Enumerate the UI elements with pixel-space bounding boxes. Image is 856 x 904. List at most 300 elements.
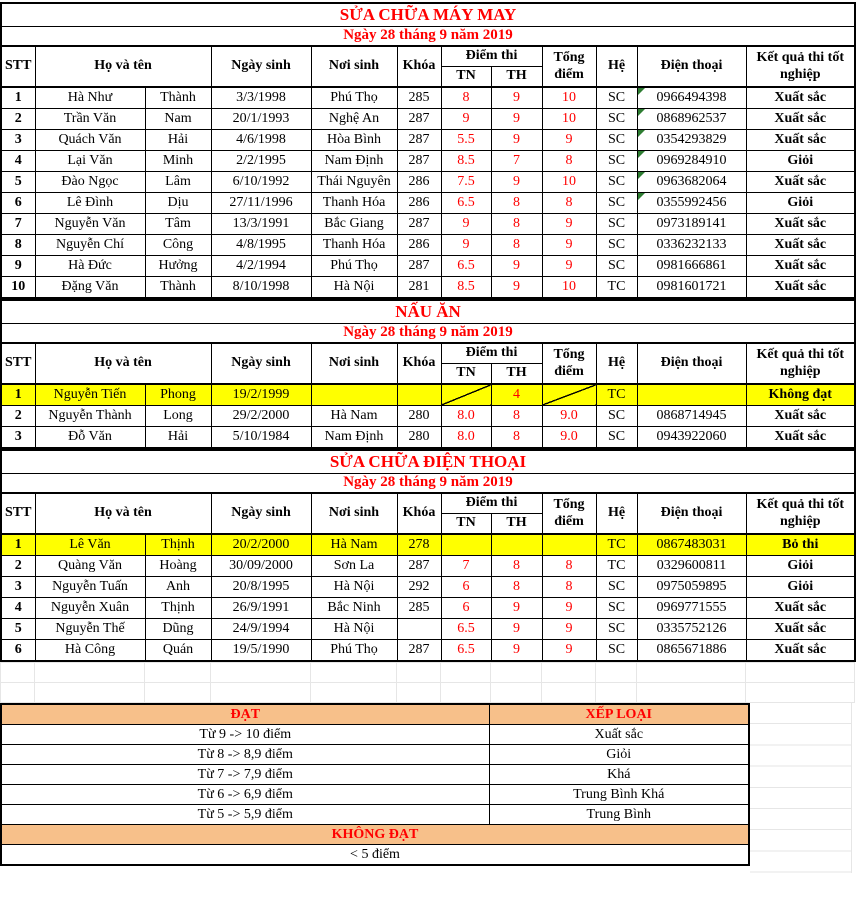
- cell-noi-sinh[interactable]: Phú Thọ: [311, 256, 397, 277]
- legend-label-cell[interactable]: Khá: [489, 765, 749, 785]
- cell-stt[interactable]: 5: [1, 619, 35, 640]
- col-header-ho-va-ten[interactable]: Họ và tên: [35, 343, 211, 384]
- cell-ho[interactable]: Hà Công: [35, 640, 145, 662]
- cell-ket-qua[interactable]: Xuất sắc: [746, 87, 855, 109]
- cell-ngay-sinh[interactable]: 24/9/1994: [211, 619, 311, 640]
- col-header-stt[interactable]: STT: [1, 343, 35, 384]
- cell-th[interactable]: 8: [491, 235, 542, 256]
- cell-dien-thoai[interactable]: 0865671886: [637, 640, 746, 662]
- cell-ngay-sinh[interactable]: 27/11/1996: [211, 193, 311, 214]
- cell-dien-thoai[interactable]: 0943922060: [637, 427, 746, 449]
- empty-cell[interactable]: [211, 663, 311, 683]
- cell-ten[interactable]: Anh: [145, 577, 211, 598]
- col-header-tong-diem[interactable]: Tổng điểm: [542, 46, 596, 87]
- empty-cell[interactable]: [311, 663, 397, 683]
- cell-th[interactable]: 9: [491, 130, 542, 151]
- col-header-ngay-sinh[interactable]: Ngày sinh: [211, 46, 311, 87]
- cell-ket-qua[interactable]: Xuất sắc: [746, 214, 855, 235]
- empty-cell[interactable]: [491, 683, 542, 703]
- cell-dien-thoai[interactable]: 0966494398: [637, 87, 746, 109]
- cell-ngay-sinh[interactable]: 30/09/2000: [211, 556, 311, 577]
- legend-range-cell[interactable]: Từ 8 -> 8,9 điểm: [1, 745, 489, 765]
- cell-ten[interactable]: Dịu: [145, 193, 211, 214]
- cell-tn[interactable]: 6.5: [441, 640, 491, 662]
- cell-he[interactable]: SC: [596, 256, 637, 277]
- legend-label-cell[interactable]: Giỏi: [489, 745, 749, 765]
- cell-khoa[interactable]: 286: [397, 235, 441, 256]
- cell-ho[interactable]: Nguyễn Tuấn: [35, 577, 145, 598]
- cell-tn[interactable]: 6: [441, 598, 491, 619]
- cell-stt[interactable]: 2: [1, 109, 35, 130]
- cell-khoa[interactable]: [397, 384, 441, 406]
- cell-stt[interactable]: 3: [1, 427, 35, 449]
- col-header-ho-va-ten[interactable]: Họ và tên: [35, 46, 211, 87]
- cell-khoa[interactable]: 287: [397, 130, 441, 151]
- cell-tn[interactable]: 6.5: [441, 619, 491, 640]
- cell-ho[interactable]: Trần Văn: [35, 109, 145, 130]
- col-header-stt[interactable]: STT: [1, 493, 35, 534]
- cell-ten[interactable]: Hoàng: [145, 556, 211, 577]
- cell-ten[interactable]: Hưởng: [145, 256, 211, 277]
- cell-th[interactable]: 8: [491, 577, 542, 598]
- cell-ten[interactable]: Minh: [145, 151, 211, 172]
- cell-ho[interactable]: Đỗ Văn: [35, 427, 145, 449]
- col-header-ho-va-ten[interactable]: Họ và tên: [35, 493, 211, 534]
- cell-tn[interactable]: [441, 534, 491, 556]
- cell-tong-diem[interactable]: 9: [542, 214, 596, 235]
- cell-dien-thoai[interactable]: 0969771555: [637, 598, 746, 619]
- cell-stt[interactable]: 1: [1, 87, 35, 109]
- cell-stt[interactable]: 6: [1, 193, 35, 214]
- cell-dien-thoai[interactable]: 0973189141: [637, 214, 746, 235]
- empty-cell[interactable]: [637, 683, 746, 703]
- cell-he[interactable]: SC: [596, 598, 637, 619]
- col-header-tn[interactable]: TN: [441, 364, 491, 385]
- cell-stt[interactable]: 8: [1, 235, 35, 256]
- cell-ket-qua[interactable]: Xuất sắc: [746, 598, 855, 619]
- col-header-dien-thoai[interactable]: Điện thoại: [637, 343, 746, 384]
- col-header-tong-diem[interactable]: Tổng điểm: [542, 343, 596, 384]
- legend-range-cell[interactable]: Từ 6 -> 6,9 điểm: [1, 785, 489, 805]
- empty-cell[interactable]: [596, 683, 637, 703]
- cell-he[interactable]: SC: [596, 235, 637, 256]
- cell-noi-sinh[interactable]: Nghệ An: [311, 109, 397, 130]
- col-header-ngay-sinh[interactable]: Ngày sinh: [211, 343, 311, 384]
- cell-noi-sinh[interactable]: Hòa Bình: [311, 130, 397, 151]
- cell-ngay-sinh[interactable]: 19/2/1999: [211, 384, 311, 406]
- cell-tong-diem[interactable]: 9.0: [542, 427, 596, 449]
- cell-ket-qua[interactable]: Xuất sắc: [746, 256, 855, 277]
- cell-stt[interactable]: 3: [1, 577, 35, 598]
- cell-ngay-sinh[interactable]: 5/10/1984: [211, 427, 311, 449]
- cell-th[interactable]: [491, 534, 542, 556]
- cell-stt[interactable]: 3: [1, 130, 35, 151]
- cell-ten[interactable]: Lâm: [145, 172, 211, 193]
- empty-cell[interactable]: [441, 683, 491, 703]
- cell-ngay-sinh[interactable]: 13/3/1991: [211, 214, 311, 235]
- cell-tong-diem[interactable]: 9: [542, 598, 596, 619]
- cell-he[interactable]: SC: [596, 577, 637, 598]
- cell-ngay-sinh[interactable]: 26/9/1991: [211, 598, 311, 619]
- col-header-khoa[interactable]: Khóa: [397, 493, 441, 534]
- cell-dien-thoai[interactable]: 0335752126: [637, 619, 746, 640]
- col-header-noi-sinh[interactable]: Nơi sinh: [311, 493, 397, 534]
- col-header-noi-sinh[interactable]: Nơi sinh: [311, 343, 397, 384]
- cell-th[interactable]: 9: [491, 87, 542, 109]
- col-header-tn[interactable]: TN: [441, 514, 491, 535]
- cell-he[interactable]: SC: [596, 640, 637, 662]
- cell-ket-qua[interactable]: Xuất sắc: [746, 172, 855, 193]
- cell-tn[interactable]: [441, 384, 491, 406]
- cell-ten[interactable]: Công: [145, 235, 211, 256]
- cell-dien-thoai[interactable]: 0868962537: [637, 109, 746, 130]
- cell-noi-sinh[interactable]: Phú Thọ: [311, 640, 397, 662]
- empty-cell[interactable]: [145, 663, 211, 683]
- cell-he[interactable]: SC: [596, 130, 637, 151]
- legend-range-cell[interactable]: Từ 5 -> 5,9 điểm: [1, 805, 489, 825]
- cell-tn[interactable]: 7: [441, 556, 491, 577]
- cell-tn[interactable]: 8.5: [441, 151, 491, 172]
- empty-cell[interactable]: [1, 663, 35, 683]
- cell-ket-qua[interactable]: Giỏi: [746, 151, 855, 172]
- legend-xep-loai-header[interactable]: XẾP LOẠI: [489, 704, 749, 725]
- cell-dien-thoai[interactable]: [637, 384, 746, 406]
- cell-th[interactable]: 8: [491, 193, 542, 214]
- cell-th[interactable]: 4: [491, 384, 542, 406]
- cell-th[interactable]: 9: [491, 598, 542, 619]
- cell-ten[interactable]: Nam: [145, 109, 211, 130]
- cell-tong-diem[interactable]: 8: [542, 151, 596, 172]
- cell-he[interactable]: SC: [596, 151, 637, 172]
- cell-noi-sinh[interactable]: Hà Nam: [311, 406, 397, 427]
- cell-he[interactable]: SC: [596, 619, 637, 640]
- cell-khoa[interactable]: 287: [397, 214, 441, 235]
- cell-th[interactable]: 9: [491, 640, 542, 662]
- cell-khoa[interactable]: 280: [397, 427, 441, 449]
- cell-tong-diem[interactable]: 10: [542, 109, 596, 130]
- cell-he[interactable]: SC: [596, 87, 637, 109]
- cell-ten[interactable]: Dũng: [145, 619, 211, 640]
- cell-th[interactable]: 8: [491, 556, 542, 577]
- cell-dien-thoai[interactable]: 0336232133: [637, 235, 746, 256]
- cell-ho[interactable]: Hà Như: [35, 87, 145, 109]
- cell-he[interactable]: TC: [596, 384, 637, 406]
- cell-ket-qua[interactable]: Xuất sắc: [746, 235, 855, 256]
- cell-stt[interactable]: 5: [1, 172, 35, 193]
- cell-ho[interactable]: Lê Văn: [35, 534, 145, 556]
- empty-cell[interactable]: [637, 663, 746, 683]
- cell-th[interactable]: 9: [491, 277, 542, 299]
- cell-he[interactable]: SC: [596, 193, 637, 214]
- cell-tong-diem[interactable]: 9: [542, 619, 596, 640]
- cell-tong-diem[interactable]: 9: [542, 130, 596, 151]
- section-date[interactable]: Ngày 28 tháng 9 năm 2019: [1, 27, 855, 47]
- empty-cell[interactable]: [35, 663, 145, 683]
- cell-tn[interactable]: 9: [441, 235, 491, 256]
- cell-he[interactable]: TC: [596, 534, 637, 556]
- cell-khoa[interactable]: 287: [397, 256, 441, 277]
- cell-noi-sinh[interactable]: Hà Nội: [311, 619, 397, 640]
- legend-khong-dat-value[interactable]: < 5 điểm: [1, 845, 749, 866]
- cell-he[interactable]: SC: [596, 406, 637, 427]
- cell-he[interactable]: TC: [596, 277, 637, 299]
- col-header-ngay-sinh[interactable]: Ngày sinh: [211, 493, 311, 534]
- cell-dien-thoai[interactable]: 0354293829: [637, 130, 746, 151]
- cell-khoa[interactable]: 280: [397, 406, 441, 427]
- cell-khoa[interactable]: 285: [397, 87, 441, 109]
- cell-ten[interactable]: Quán: [145, 640, 211, 662]
- cell-tn[interactable]: 8.0: [441, 406, 491, 427]
- empty-cell[interactable]: [746, 663, 855, 683]
- col-header-tong-diem[interactable]: Tổng điểm: [542, 493, 596, 534]
- cell-ho[interactable]: Nguyễn Tiến: [35, 384, 145, 406]
- empty-cell[interactable]: [145, 683, 211, 703]
- col-header-diem-thi[interactable]: Điểm thi: [441, 343, 542, 364]
- cell-ho[interactable]: Lại Văn: [35, 151, 145, 172]
- cell-stt[interactable]: 2: [1, 556, 35, 577]
- cell-th[interactable]: 9: [491, 172, 542, 193]
- empty-cell[interactable]: [311, 683, 397, 703]
- cell-tn[interactable]: 9: [441, 109, 491, 130]
- cell-ngay-sinh[interactable]: 2/2/1995: [211, 151, 311, 172]
- cell-tn[interactable]: 6.5: [441, 193, 491, 214]
- empty-cell[interactable]: [35, 683, 145, 703]
- cell-tong-diem[interactable]: 9: [542, 235, 596, 256]
- empty-cell[interactable]: [491, 663, 542, 683]
- cell-noi-sinh[interactable]: Sơn La: [311, 556, 397, 577]
- cell-th[interactable]: 7: [491, 151, 542, 172]
- cell-ho[interactable]: Nguyễn Thế: [35, 619, 145, 640]
- cell-khoa[interactable]: 287: [397, 151, 441, 172]
- cell-ten[interactable]: Hải: [145, 427, 211, 449]
- cell-stt[interactable]: 2: [1, 406, 35, 427]
- cell-tong-diem[interactable]: 8: [542, 193, 596, 214]
- cell-noi-sinh[interactable]: Hà Nội: [311, 577, 397, 598]
- cell-dien-thoai[interactable]: 0981666861: [637, 256, 746, 277]
- col-header-he[interactable]: Hệ: [596, 343, 637, 384]
- cell-dien-thoai[interactable]: 0969284910: [637, 151, 746, 172]
- empty-cell[interactable]: [542, 683, 596, 703]
- cell-ket-qua[interactable]: Xuất sắc: [746, 640, 855, 662]
- cell-dien-thoai[interactable]: 0981601721: [637, 277, 746, 299]
- cell-ket-qua[interactable]: Giỏi: [746, 556, 855, 577]
- cell-tong-diem[interactable]: 10: [542, 87, 596, 109]
- cell-tn[interactable]: 8.5: [441, 277, 491, 299]
- cell-noi-sinh[interactable]: Thanh Hóa: [311, 235, 397, 256]
- cell-stt[interactable]: 1: [1, 534, 35, 556]
- legend-label-cell[interactable]: Xuất sắc: [489, 725, 749, 745]
- cell-ten[interactable]: Thành: [145, 277, 211, 299]
- cell-ho[interactable]: Nguyễn Chí: [35, 235, 145, 256]
- col-header-ket-qua[interactable]: Kết quả thi tốt nghiệp: [746, 493, 855, 534]
- cell-ten[interactable]: Thịnh: [145, 534, 211, 556]
- cell-th[interactable]: 8: [491, 427, 542, 449]
- cell-ket-qua[interactable]: Không đạt: [746, 384, 855, 406]
- col-header-khoa[interactable]: Khóa: [397, 343, 441, 384]
- cell-dien-thoai[interactable]: 0329600811: [637, 556, 746, 577]
- cell-he[interactable]: SC: [596, 427, 637, 449]
- cell-ten[interactable]: Hải: [145, 130, 211, 151]
- cell-noi-sinh[interactable]: Nam Định: [311, 151, 397, 172]
- legend-label-cell[interactable]: Trung Bình Khá: [489, 785, 749, 805]
- cell-stt[interactable]: 4: [1, 598, 35, 619]
- cell-ho[interactable]: Quách Văn: [35, 130, 145, 151]
- cell-noi-sinh[interactable]: Thái Nguyên: [311, 172, 397, 193]
- cell-tn[interactable]: 6: [441, 577, 491, 598]
- cell-stt[interactable]: 6: [1, 640, 35, 662]
- cell-th[interactable]: 9: [491, 109, 542, 130]
- col-header-tn[interactable]: TN: [441, 67, 491, 88]
- cell-khoa[interactable]: 285: [397, 598, 441, 619]
- col-header-th[interactable]: TH: [491, 67, 542, 88]
- cell-noi-sinh[interactable]: Thanh Hóa: [311, 193, 397, 214]
- col-header-dien-thoai[interactable]: Điện thoại: [637, 46, 746, 87]
- cell-ho[interactable]: Nguyễn Thành: [35, 406, 145, 427]
- cell-khoa[interactable]: 278: [397, 534, 441, 556]
- cell-ket-qua[interactable]: Xuất sắc: [746, 406, 855, 427]
- cell-th[interactable]: 9: [491, 256, 542, 277]
- cell-khoa[interactable]: 292: [397, 577, 441, 598]
- cell-tong-diem[interactable]: 9: [542, 256, 596, 277]
- cell-ho[interactable]: Đặng Văn: [35, 277, 145, 299]
- cell-ho[interactable]: Đào Ngọc: [35, 172, 145, 193]
- cell-tn[interactable]: 5.5: [441, 130, 491, 151]
- cell-noi-sinh[interactable]: Bắc Ninh: [311, 598, 397, 619]
- cell-ho[interactable]: Quàng Văn: [35, 556, 145, 577]
- legend-range-cell[interactable]: Từ 7 -> 7,9 điểm: [1, 765, 489, 785]
- cell-khoa[interactable]: [397, 619, 441, 640]
- cell-ten[interactable]: Thành: [145, 87, 211, 109]
- cell-stt[interactable]: 10: [1, 277, 35, 299]
- cell-noi-sinh[interactable]: Hà Nam: [311, 534, 397, 556]
- empty-cell[interactable]: [441, 663, 491, 683]
- col-header-dien-thoai[interactable]: Điện thoại: [637, 493, 746, 534]
- cell-stt[interactable]: 7: [1, 214, 35, 235]
- cell-ho[interactable]: Nguyễn Văn: [35, 214, 145, 235]
- cell-tong-diem[interactable]: 8: [542, 556, 596, 577]
- cell-ngay-sinh[interactable]: 29/2/2000: [211, 406, 311, 427]
- cell-ket-qua[interactable]: Giỏi: [746, 577, 855, 598]
- legend-khong-dat-header[interactable]: KHÔNG ĐẠT: [1, 825, 749, 845]
- cell-stt[interactable]: 1: [1, 384, 35, 406]
- cell-ngay-sinh[interactable]: 4/6/1998: [211, 130, 311, 151]
- cell-ngay-sinh[interactable]: 4/8/1995: [211, 235, 311, 256]
- cell-th[interactable]: 8: [491, 214, 542, 235]
- cell-tong-diem[interactable]: 10: [542, 277, 596, 299]
- col-header-th[interactable]: TH: [491, 514, 542, 535]
- cell-ngay-sinh[interactable]: 6/10/1992: [211, 172, 311, 193]
- col-header-noi-sinh[interactable]: Nơi sinh: [311, 46, 397, 87]
- legend-dat-header[interactable]: ĐẠT: [1, 704, 489, 725]
- cell-ngay-sinh[interactable]: 19/5/1990: [211, 640, 311, 662]
- cell-noi-sinh[interactable]: Bắc Giang: [311, 214, 397, 235]
- col-header-ket-qua[interactable]: Kết quả thi tốt nghiệp: [746, 343, 855, 384]
- cell-noi-sinh[interactable]: Phú Thọ: [311, 87, 397, 109]
- cell-tong-diem[interactable]: [542, 384, 596, 406]
- cell-tong-diem[interactable]: [542, 534, 596, 556]
- cell-he[interactable]: SC: [596, 109, 637, 130]
- col-header-stt[interactable]: STT: [1, 46, 35, 87]
- cell-ten[interactable]: Phong: [145, 384, 211, 406]
- empty-cell[interactable]: [542, 663, 596, 683]
- cell-tong-diem[interactable]: 9.0: [542, 406, 596, 427]
- col-header-khoa[interactable]: Khóa: [397, 46, 441, 87]
- cell-ket-qua[interactable]: Xuất sắc: [746, 619, 855, 640]
- cell-noi-sinh[interactable]: Nam Định: [311, 427, 397, 449]
- section-date[interactable]: Ngày 28 tháng 9 năm 2019: [1, 474, 855, 494]
- cell-khoa[interactable]: 281: [397, 277, 441, 299]
- cell-ngay-sinh[interactable]: 8/10/1998: [211, 277, 311, 299]
- cell-noi-sinh[interactable]: Hà Nội: [311, 277, 397, 299]
- section-title[interactable]: NẤU ĂN: [1, 300, 855, 324]
- cell-ten[interactable]: Tâm: [145, 214, 211, 235]
- cell-ho[interactable]: Lê Đình: [35, 193, 145, 214]
- cell-dien-thoai[interactable]: 0867483031: [637, 534, 746, 556]
- empty-cell[interactable]: [211, 683, 311, 703]
- col-header-he[interactable]: Hệ: [596, 493, 637, 534]
- cell-ngay-sinh[interactable]: 20/1/1993: [211, 109, 311, 130]
- col-header-he[interactable]: Hệ: [596, 46, 637, 87]
- cell-tong-diem[interactable]: 10: [542, 172, 596, 193]
- cell-th[interactable]: 9: [491, 619, 542, 640]
- cell-he[interactable]: SC: [596, 214, 637, 235]
- cell-ho[interactable]: Nguyễn Xuân: [35, 598, 145, 619]
- legend-label-cell[interactable]: Trung Bình: [489, 805, 749, 825]
- cell-ho[interactable]: Hà Đức: [35, 256, 145, 277]
- col-header-th[interactable]: TH: [491, 364, 542, 385]
- cell-ket-qua[interactable]: Xuất sắc: [746, 109, 855, 130]
- legend-range-cell[interactable]: Từ 9 -> 10 điểm: [1, 725, 489, 745]
- section-title[interactable]: SỬA CHỮA ĐIỆN THOẠI: [1, 450, 855, 474]
- cell-tong-diem[interactable]: 8: [542, 577, 596, 598]
- cell-khoa[interactable]: 287: [397, 640, 441, 662]
- cell-th[interactable]: 8: [491, 406, 542, 427]
- cell-dien-thoai[interactable]: 0975059895: [637, 577, 746, 598]
- section-date[interactable]: Ngày 28 tháng 9 năm 2019: [1, 324, 855, 344]
- cell-ket-qua[interactable]: Xuất sắc: [746, 130, 855, 151]
- cell-khoa[interactable]: 287: [397, 109, 441, 130]
- empty-cell[interactable]: [596, 663, 637, 683]
- cell-khoa[interactable]: 286: [397, 193, 441, 214]
- cell-tn[interactable]: 7.5: [441, 172, 491, 193]
- cell-tn[interactable]: 9: [441, 214, 491, 235]
- cell-khoa[interactable]: 287: [397, 556, 441, 577]
- section-title[interactable]: SỬA CHỮA MÁY MAY: [1, 3, 855, 27]
- cell-ket-qua[interactable]: Xuất sắc: [746, 427, 855, 449]
- cell-tn[interactable]: 8: [441, 87, 491, 109]
- empty-cell[interactable]: [397, 683, 441, 703]
- cell-tn[interactable]: 8.0: [441, 427, 491, 449]
- cell-khoa[interactable]: 286: [397, 172, 441, 193]
- cell-dien-thoai[interactable]: 0963682064: [637, 172, 746, 193]
- empty-cell[interactable]: [397, 663, 441, 683]
- cell-noi-sinh[interactable]: [311, 384, 397, 406]
- cell-ket-qua[interactable]: Xuất sắc: [746, 277, 855, 299]
- cell-he[interactable]: SC: [596, 172, 637, 193]
- cell-dien-thoai[interactable]: 0355992456: [637, 193, 746, 214]
- cell-ket-qua[interactable]: Bỏ thi: [746, 534, 855, 556]
- col-header-ket-qua[interactable]: Kết quả thi tốt nghiệp: [746, 46, 855, 87]
- cell-ten[interactable]: Long: [145, 406, 211, 427]
- cell-dien-thoai[interactable]: 0868714945: [637, 406, 746, 427]
- cell-he[interactable]: TC: [596, 556, 637, 577]
- cell-ngay-sinh[interactable]: 3/3/1998: [211, 87, 311, 109]
- cell-stt[interactable]: 9: [1, 256, 35, 277]
- col-header-diem-thi[interactable]: Điểm thi: [441, 493, 542, 514]
- cell-ngay-sinh[interactable]: 4/2/1994: [211, 256, 311, 277]
- cell-ten[interactable]: Thịnh: [145, 598, 211, 619]
- cell-ket-qua[interactable]: Giỏi: [746, 193, 855, 214]
